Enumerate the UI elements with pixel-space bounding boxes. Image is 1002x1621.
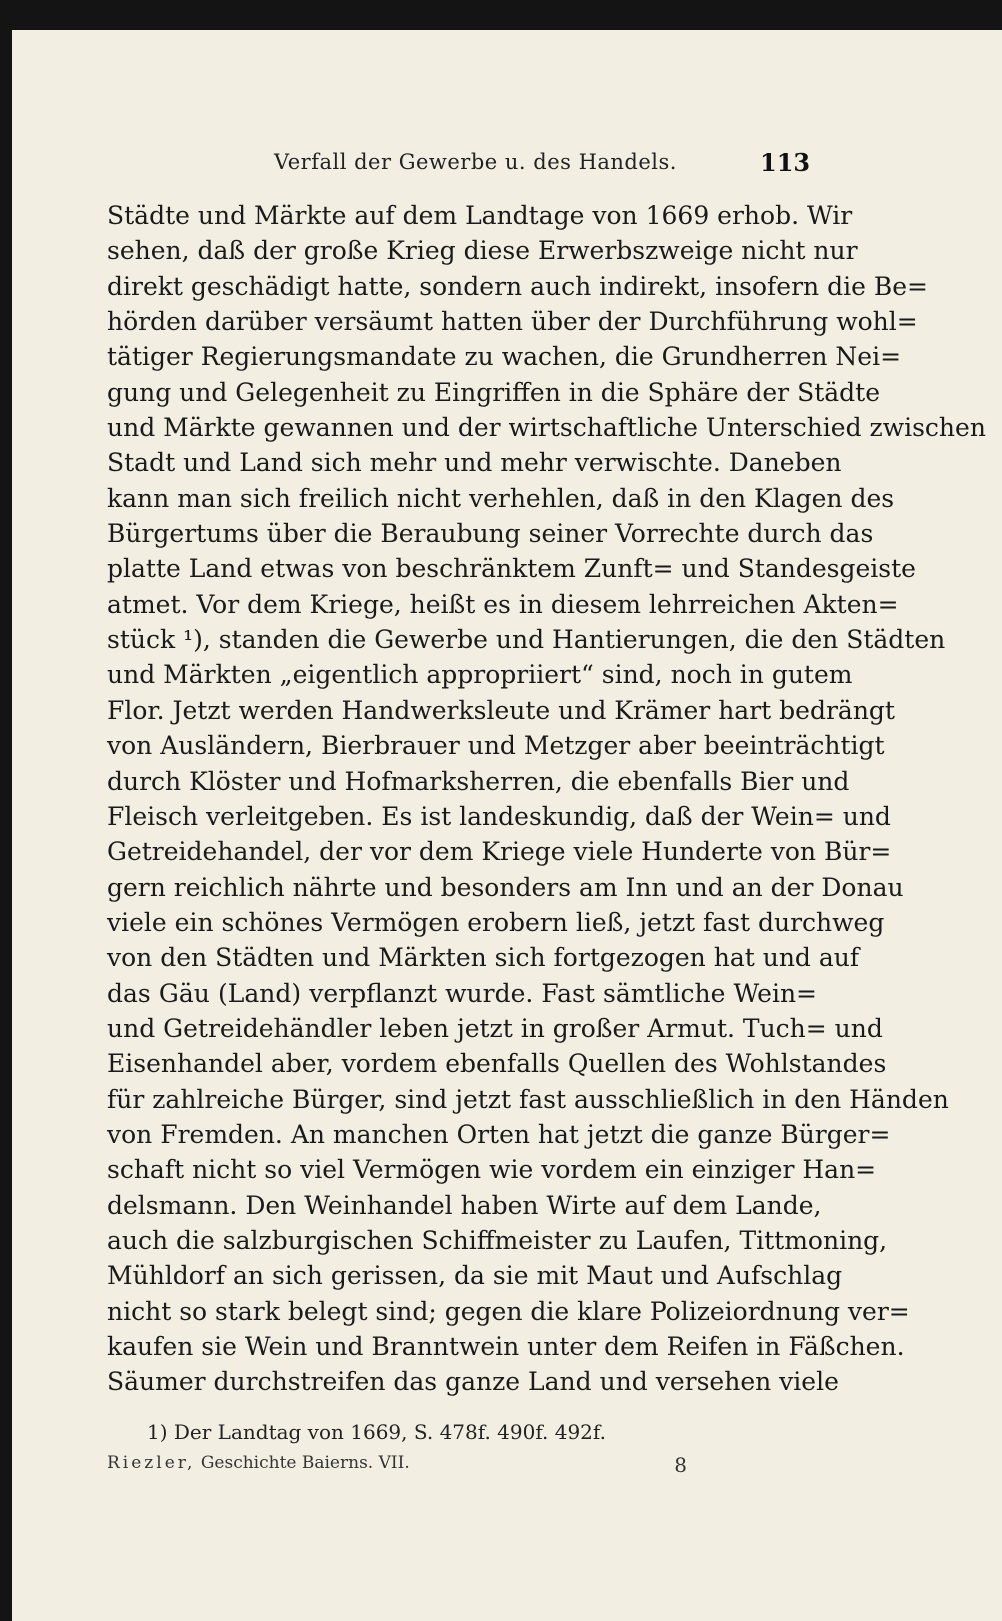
text-line: kann man sich freilich nicht verhehlen, daß in den Klagen des: [107, 483, 895, 513]
text-line: atmet. Vor dem Kriege, heißt es in diesem lehrreichen Akten=: [107, 589, 899, 619]
text-line: Städte und Märkte auf dem Landtage von 1669 erhob. Wir: [107, 201, 853, 230]
footnote: 1) Der Landtag von 1669, S. 478f. 490f. 492f.: [147, 1420, 606, 1444]
text-line: von den Städten und Märkten sich fortgezogen hat und auf: [107, 943, 860, 973]
text-line: von Fremden. An manchen Orten hat jetzt die ganze Bürger=: [107, 1119, 891, 1149]
page-header: [12, 150, 1002, 190]
text-line: Säumer durchstreifen das ganze Land und versehen viele: [107, 1367, 839, 1397]
text-line: gung und Gelegenheit zu Eingriffen in die Sphäre der Städte: [107, 377, 880, 407]
body-text: [107, 198, 986, 1400]
text-line: nicht so stark belegt sind; gegen die klare Polizeiordnung ver=: [107, 1296, 910, 1326]
text-line: und Getreidehändler leben jetzt in großer Armut. Tuch= und: [107, 1013, 883, 1043]
text-line: für zahlreiche Bürger, sind jetzt fast ausschließlich in den Händen: [107, 1084, 949, 1114]
text-line: Stadt und Land sich mehr und mehr verwischte. Daneben: [107, 448, 842, 478]
text-line: kaufen sie Wein und Branntwein unter dem Reifen in Fäßchen.: [107, 1332, 905, 1361]
text-line: auch die salzburgischen Schiffmeister zu Laufen, Tittmoning,: [107, 1225, 888, 1255]
running-title: Verfall der Gewerbe u. des Handels.: [274, 150, 677, 174]
page-number: 113: [760, 148, 811, 177]
text-line: Mühldorf an sich gerissen, da sie mit Maut und Aufschlag: [107, 1261, 843, 1291]
text-line: tätiger Regierungsmandate zu wachen, die Grundherren Nei=: [107, 342, 902, 372]
text-line: und Märkten „eigentlich appropriiert“ sind, noch in gutem: [107, 660, 853, 690]
text-line: schaft nicht so viel Vermögen wie vordem ein einziger Han=: [107, 1155, 877, 1185]
text-line: und Märkte gewannen und der wirtschaftliche Unterschied zwischen: [107, 413, 986, 443]
text-line: Eisenhandel aber, vordem ebenfalls Quellen des Wohlstandes: [107, 1049, 887, 1079]
signature-author: Riezler,: [107, 1453, 196, 1473]
signature-volume: VII.: [378, 1453, 410, 1473]
signature-sheet-number: 8: [674, 1453, 687, 1477]
printer-signature: [107, 1453, 687, 1477]
text-line: stück ¹), standen die Gewerbe und Hantierungen, die den Städten: [107, 625, 946, 655]
text-line: Getreidehandel, der vor dem Kriege viele Hunderte von Bür=: [107, 837, 892, 867]
text-line: sehen, daß der große Krieg diese Erwerbszweige nicht nur: [107, 236, 858, 266]
text-line: Bürgertums über die Beraubung seiner Vorrechte durch das: [107, 519, 874, 549]
text-line: Fleisch verleitgeben. Es ist landeskundig, daß der Wein= und: [107, 801, 891, 831]
text-line: direkt geschädigt hatte, sondern auch indirekt, insofern die Be=: [107, 271, 928, 301]
text-line: viele ein schönes Vermögen erobern ließ, jetzt fast durchweg: [107, 907, 885, 937]
text-line: hörden darüber versäumt hatten über der Durchführung wohl=: [107, 307, 918, 337]
text-line: von Ausländern, Bierbrauer und Metzger aber beeinträchtigt: [107, 731, 885, 761]
text-line: Flor. Jetzt werden Handwerksleute und Krämer hart bedrängt: [107, 695, 895, 725]
text-line: platte Land etwas von beschränktem Zunft= und Standesgeiste: [107, 554, 916, 584]
text-line: delsmann. Den Weinhandel haben Wirte auf dem Lande,: [107, 1190, 822, 1220]
book-page: [12, 30, 1002, 1621]
signature-title: Geschichte Baierns.: [200, 1453, 374, 1473]
text-line: durch Klöster und Hofmarksherren, die ebenfalls Bier und: [107, 766, 850, 796]
text-line: gern reichlich nährte und besonders am Inn und an der Donau: [107, 872, 904, 902]
text-line: das Gäu (Land) verpflanzt wurde. Fast sämtliche Wein=: [107, 978, 817, 1008]
